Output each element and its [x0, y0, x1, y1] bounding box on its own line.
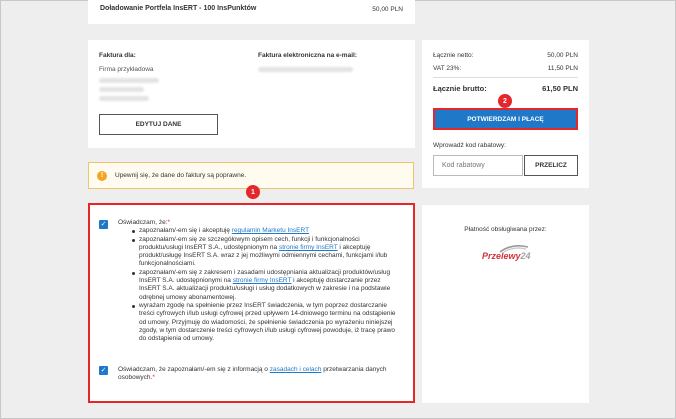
step-badge-1: 1	[246, 185, 260, 199]
declaration-item-text: zapoznałam/-em się z zakresem i zasadami udostępniania aktualizacji produktów/usług InsERT S.A. udostępnionymi na	[139, 268, 391, 285]
declaration-item-text: i akceptuję dostarczanie przez InsERT S.A. aktualizacji produktu/usługi i usług dodatkowych w zakresie i na podstawie odrębnej umowy abonamentowej.	[139, 277, 391, 301]
privacy-link[interactable]: zasadach i celach	[269, 366, 322, 373]
payment-card	[422, 205, 589, 403]
edit-data-button[interactable]: EDYTUJ DANE	[99, 114, 218, 135]
discount-code-input[interactable]: Kod rabatowy	[433, 155, 523, 176]
product-price: 50,00 PLN	[372, 6, 403, 13]
summary-divider	[433, 77, 578, 78]
privacy-checkbox[interactable]: ✓	[100, 367, 107, 374]
blurred-address-line	[99, 78, 159, 83]
email-label: Faktura elektroniczna na e-mail:	[258, 52, 357, 59]
blurred-email	[258, 67, 353, 72]
required-mark: *	[167, 219, 171, 226]
declaration-text	[118, 219, 403, 343]
blurred-address-line	[99, 87, 144, 92]
declaration-item-text: i akceptuję produkt/usługę InsERT S.A. wraz z jej możliwymi odmiennymi cechami, funkcjami i/lub funkcjonalnościami.	[139, 243, 388, 268]
net-label: Łącznie netto:	[433, 52, 474, 59]
payment-label: Płatność obsługiwana przez:	[464, 226, 547, 233]
declaration-item-text: wyrażam zgodę na spełnienie przez InsERT świadczenia, w tym poprzez dostarczanie treści cyfrowych i/lub usługi cyfrowej przed upływem 14-dniowego terminu na odstąpienie od umowy. Przyjmuję do wiadomości, że spełnienie świadczenia po wyrażeniu niniejszej zgody, w tym dostarczenie treści cyfrowych i/lub usługi cyfrowej powoduje, iż tracę prawo do odstąpienia od umowy.	[139, 301, 396, 343]
gross-row	[433, 84, 578, 93]
przelewy24-logo	[482, 243, 532, 265]
declaration-list	[118, 227, 403, 343]
declaration-item-text: zapoznałam/-em się ze szczegółowym opisem cech, funkcji i funkcjonalności produktu/usługi InsERT S.A., udostępnionym na	[139, 235, 360, 251]
privacy-text-pre: Oświadczam, że zapoznałam/-em się z informacją o	[118, 366, 270, 373]
confirm-and-pay-button[interactable]: POTWIERDZAM I PŁACĘ	[433, 108, 578, 130]
declaration-item-text: zapoznałam/-em się i akceptuję	[139, 227, 232, 235]
gross-label: Łącznie brutto:	[433, 84, 487, 93]
invoice-company: Firma przykładowa	[99, 66, 154, 73]
privacy-text	[118, 366, 388, 383]
declaration-item	[132, 236, 403, 269]
insert-site-link[interactable]: stronie firmy InsERT	[232, 277, 292, 285]
vat-row	[433, 65, 578, 72]
logo-text: Przelewy	[482, 251, 521, 261]
declaration-intro: Oświadczam, że:	[118, 219, 168, 226]
net-value: 50,00 PLN	[547, 52, 578, 59]
declaration-item	[132, 227, 403, 235]
invoice-label: Faktura dla:	[99, 52, 136, 59]
apply-discount-button[interactable]: PRZELICZ	[524, 155, 578, 176]
declaration-item	[132, 302, 403, 343]
product-card	[88, 0, 415, 24]
logo-number: 24	[520, 251, 531, 261]
privacy-text-post: przetwarzania danych osobowych.	[118, 366, 387, 382]
gross-value: 61,50 PLN	[542, 84, 578, 93]
discount-label: Wprowadź kod rabatowy:	[433, 142, 506, 149]
vat-label: VAT 23%:	[433, 65, 462, 72]
net-row	[433, 52, 578, 59]
declaration-item	[132, 269, 403, 302]
insert-site-link[interactable]: stronie firmy InsERT	[278, 243, 338, 251]
product-name: Doładowanie Portfela InsERT - 100 InsPunktów	[100, 5, 257, 12]
terms-link[interactable]: regulamin Marketu InsERT	[231, 227, 310, 235]
warning-icon: !	[97, 171, 107, 181]
vat-value: 11,50 PLN	[547, 65, 578, 72]
required-mark: *	[152, 374, 155, 382]
warning-text: Upewnij się, że dane do faktury są poprawne.	[115, 172, 247, 179]
blurred-address-line	[99, 96, 149, 101]
step-badge-2: 2	[498, 94, 512, 108]
terms-checkbox[interactable]: ✓	[100, 221, 107, 228]
